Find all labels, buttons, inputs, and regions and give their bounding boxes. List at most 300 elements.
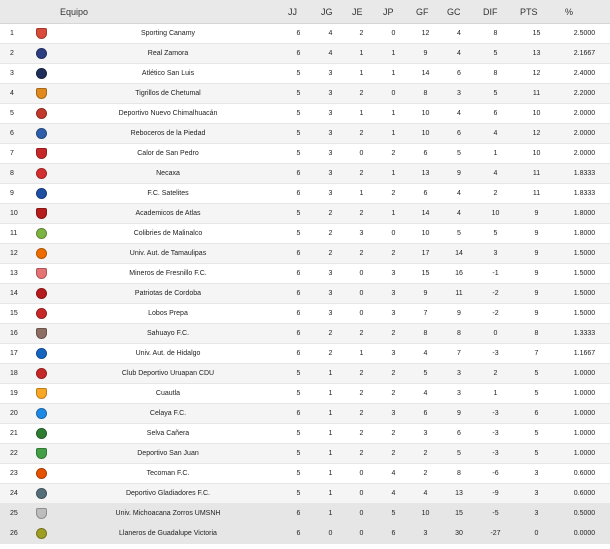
- table-header-row: [0, 0, 610, 24]
- jp-cell: 2: [377, 384, 410, 404]
- gc-cell: 4: [441, 104, 477, 124]
- gf-cell: 14: [410, 204, 441, 224]
- team-name-cell[interactable]: Real Zamora: [54, 44, 282, 64]
- gc-cell: 4: [441, 184, 477, 204]
- jj-cell: 5: [282, 224, 315, 244]
- team-name-cell[interactable]: Univ. Michoacana Zorros UMSNH: [54, 504, 282, 524]
- jp-cell: 1: [377, 204, 410, 224]
- team-name-cell[interactable]: Patriotas de Cordoba: [54, 284, 282, 304]
- pts-cell: 12: [514, 64, 559, 84]
- team-name-cell[interactable]: Univ. Aut. de Hidalgo: [54, 344, 282, 364]
- jg-cell: 1: [315, 484, 346, 504]
- team-logo-cell: [28, 484, 54, 504]
- pts-cell: 9: [514, 204, 559, 224]
- position-cell: 14: [0, 284, 28, 304]
- jg-cell: 3: [315, 124, 346, 144]
- je-cell: 0: [346, 144, 377, 164]
- gc-cell: 30: [441, 524, 477, 544]
- pts-cell: 5: [514, 364, 559, 384]
- pct-cell: 2.0000: [559, 144, 610, 164]
- position-cell: 23: [0, 464, 28, 484]
- jp-cell: 3: [377, 284, 410, 304]
- position-cell: 9: [0, 184, 28, 204]
- gc-cell: 4: [441, 44, 477, 64]
- je-cell: 0: [346, 264, 377, 284]
- dif-cell: 0: [477, 324, 514, 344]
- table-row[interactable]: [0, 64, 610, 84]
- pct-cell: 1.3333: [559, 324, 610, 344]
- je-cell: 0: [346, 304, 377, 324]
- header-jp[interactable]: JP: [377, 0, 410, 24]
- position-cell: 26: [0, 524, 28, 544]
- jg-cell: 3: [315, 264, 346, 284]
- team-name-cell[interactable]: Mineros de Fresnillo F.C.: [54, 264, 282, 284]
- gc-cell: 5: [441, 444, 477, 464]
- jj-cell: 5: [282, 484, 315, 504]
- table-row[interactable]: [0, 444, 610, 464]
- team-logo-cell: [28, 524, 54, 544]
- gc-cell: 6: [441, 64, 477, 84]
- pts-cell: 9: [514, 284, 559, 304]
- dif-cell: 4: [477, 124, 514, 144]
- gc-cell: 16: [441, 264, 477, 284]
- team-logo-cell: [28, 84, 54, 104]
- gf-cell: 3: [410, 524, 441, 544]
- gf-cell: 8: [410, 84, 441, 104]
- gf-cell: 10: [410, 124, 441, 144]
- je-cell: 2: [346, 384, 377, 404]
- pct-cell: 1.5000: [559, 284, 610, 304]
- jg-cell: 4: [315, 44, 346, 64]
- pts-cell: 9: [514, 304, 559, 324]
- team-name-cell[interactable]: Deportivo Gladiadores F.C.: [54, 484, 282, 504]
- dif-cell: -2: [477, 304, 514, 324]
- dif-cell: 3: [477, 244, 514, 264]
- pct-cell: 2.4000: [559, 64, 610, 84]
- team-logo-cell: [28, 204, 54, 224]
- jp-cell: 3: [377, 304, 410, 324]
- tigrillos-chetumal-crest-icon: [36, 88, 47, 99]
- jj-cell: 5: [282, 384, 315, 404]
- jp-cell: 4: [377, 484, 410, 504]
- team-name-cell[interactable]: Tecoman F.C.: [54, 464, 282, 484]
- table-row[interactable]: [0, 84, 610, 104]
- pct-cell: 2.5000: [559, 24, 610, 44]
- jj-cell: 6: [282, 264, 315, 284]
- position-cell: 19: [0, 384, 28, 404]
- jp-cell: 1: [377, 44, 410, 64]
- celaya-fc-crest-icon: [36, 408, 47, 419]
- jp-cell: 3: [377, 264, 410, 284]
- jg-cell: 1: [315, 464, 346, 484]
- team-name-cell[interactable]: Deportivo San Juan: [54, 444, 282, 464]
- je-cell: 0: [346, 524, 377, 544]
- position-cell: 12: [0, 244, 28, 264]
- jj-cell: 6: [282, 284, 315, 304]
- jg-cell: 3: [315, 284, 346, 304]
- position-cell: 4: [0, 84, 28, 104]
- table-row[interactable]: [0, 304, 610, 324]
- univ-aut-tamaulipas-crest-icon: [36, 248, 47, 259]
- jj-cell: 6: [282, 164, 315, 184]
- gf-cell: 9: [410, 44, 441, 64]
- deportivo-gladiadores-crest-icon: [36, 488, 47, 499]
- team-name-cell[interactable]: Univ. Aut. de Tamaulipas: [54, 244, 282, 264]
- jp-cell: 1: [377, 164, 410, 184]
- gf-cell: 9: [410, 284, 441, 304]
- pts-cell: 13: [514, 44, 559, 64]
- jp-cell: 1: [377, 124, 410, 144]
- gf-cell: 2: [410, 464, 441, 484]
- team-name-cell[interactable]: F.C. Satelites: [54, 184, 282, 204]
- jp-cell: 2: [377, 324, 410, 344]
- pct-cell: 0.0000: [559, 524, 610, 544]
- gc-cell: 9: [441, 164, 477, 184]
- dif-cell: 1: [477, 384, 514, 404]
- gc-cell: 6: [441, 124, 477, 144]
- table-row[interactable]: [0, 504, 610, 524]
- je-cell: 0: [346, 504, 377, 524]
- team-name-cell[interactable]: Atlético San Luis: [54, 64, 282, 84]
- dif-cell: -2: [477, 284, 514, 304]
- team-logo-cell: [28, 464, 54, 484]
- jj-cell: 5: [282, 464, 315, 484]
- gc-cell: 9: [441, 304, 477, 324]
- je-cell: 3: [346, 224, 377, 244]
- calor-san-pedro-crest-icon: [36, 148, 47, 159]
- pct-cell: 1.8333: [559, 184, 610, 204]
- dif-cell: 5: [477, 224, 514, 244]
- team-name-cell[interactable]: Cuautla: [54, 384, 282, 404]
- je-cell: 1: [346, 184, 377, 204]
- gf-cell: 3: [410, 424, 441, 444]
- dif-cell: -9: [477, 484, 514, 504]
- jg-cell: 1: [315, 424, 346, 444]
- pct-cell: 1.0000: [559, 424, 610, 444]
- je-cell: 2: [346, 204, 377, 224]
- jj-cell: 6: [282, 24, 315, 44]
- dif-cell: 2: [477, 364, 514, 384]
- pts-cell: 11: [514, 184, 559, 204]
- header-gc[interactable]: GC: [441, 0, 477, 24]
- necaxa-crest-icon: [36, 168, 47, 179]
- gf-cell: 6: [410, 144, 441, 164]
- gf-cell: 2: [410, 444, 441, 464]
- gf-cell: 6: [410, 404, 441, 424]
- team-name-cell[interactable]: Selva Cañera: [54, 424, 282, 444]
- je-cell: 2: [346, 24, 377, 44]
- table-row[interactable]: [0, 524, 610, 544]
- gf-cell: 6: [410, 184, 441, 204]
- table-row[interactable]: [0, 284, 610, 304]
- jg-cell: 3: [315, 164, 346, 184]
- atletico-san-luis-crest-icon: [36, 68, 47, 79]
- position-cell: 1: [0, 24, 28, 44]
- team-name-cell[interactable]: Deportivo Nuevo Chimalhuacán: [54, 104, 282, 124]
- jj-cell: 5: [282, 204, 315, 224]
- position-cell: 7: [0, 144, 28, 164]
- dif-cell: -3: [477, 404, 514, 424]
- table-row[interactable]: [0, 224, 610, 244]
- jp-cell: 2: [377, 444, 410, 464]
- pts-cell: 6: [514, 404, 559, 424]
- position-cell: 21: [0, 424, 28, 444]
- jg-cell: 2: [315, 224, 346, 244]
- pts-cell: 10: [514, 144, 559, 164]
- table-row[interactable]: [0, 484, 610, 504]
- jp-cell: 0: [377, 84, 410, 104]
- jp-cell: 2: [377, 144, 410, 164]
- team-name-cell[interactable]: Club Deportivo Uruapan CDU: [54, 364, 282, 384]
- pts-cell: 5: [514, 424, 559, 444]
- position-cell: 11: [0, 224, 28, 244]
- jj-cell: 5: [282, 144, 315, 164]
- gc-cell: 8: [441, 324, 477, 344]
- pct-cell: 1.5000: [559, 304, 610, 324]
- jp-cell: 3: [377, 404, 410, 424]
- jg-cell: 1: [315, 404, 346, 424]
- pct-cell: 1.5000: [559, 264, 610, 284]
- team-logo-cell: [28, 324, 54, 344]
- table-row[interactable]: [0, 104, 610, 124]
- dif-cell: 1: [477, 144, 514, 164]
- dif-cell: -1: [477, 264, 514, 284]
- pct-cell: 1.5000: [559, 244, 610, 264]
- table-row[interactable]: [0, 344, 610, 364]
- team-logo-cell: [28, 244, 54, 264]
- team-name-cell[interactable]: Sahuayo F.C.: [54, 324, 282, 344]
- jj-cell: 6: [282, 404, 315, 424]
- pts-cell: 0: [514, 524, 559, 544]
- fc-satelites-crest-icon: [36, 188, 47, 199]
- reboceros-piedad-crest-icon: [36, 128, 47, 139]
- jg-cell: 0: [315, 524, 346, 544]
- team-logo-cell: [28, 504, 54, 524]
- jg-cell: 3: [315, 144, 346, 164]
- team-name-cell[interactable]: Sporting Canamy: [54, 24, 282, 44]
- jg-cell: 1: [315, 444, 346, 464]
- mineros-fresnillo-crest-icon: [36, 268, 47, 279]
- dif-cell: 10: [477, 204, 514, 224]
- deportivo-san-juan-crest-icon: [36, 448, 47, 459]
- position-cell: 2: [0, 44, 28, 64]
- gf-cell: 5: [410, 364, 441, 384]
- pct-cell: 1.0000: [559, 384, 610, 404]
- llaneros-guadalupe-victoria-crest-icon: [36, 528, 47, 539]
- jj-cell: 6: [282, 184, 315, 204]
- je-cell: 1: [346, 44, 377, 64]
- position-cell: 13: [0, 264, 28, 284]
- team-logo-cell: [28, 284, 54, 304]
- team-logo-cell: [28, 424, 54, 444]
- header-pct[interactable]: %: [559, 0, 610, 24]
- cd-uruapan-crest-icon: [36, 368, 47, 379]
- pts-cell: 5: [514, 444, 559, 464]
- sahuayo-fc-crest-icon: [36, 328, 47, 339]
- pct-cell: 0.5000: [559, 504, 610, 524]
- header-jg[interactable]: JG: [315, 0, 346, 24]
- table-row[interactable]: [0, 44, 610, 64]
- pts-cell: 11: [514, 164, 559, 184]
- dif-cell: 8: [477, 64, 514, 84]
- pts-cell: 5: [514, 384, 559, 404]
- jp-cell: 2: [377, 184, 410, 204]
- jp-cell: 5: [377, 504, 410, 524]
- position-cell: 5: [0, 104, 28, 124]
- position-cell: 20: [0, 404, 28, 424]
- je-cell: 2: [346, 324, 377, 344]
- pct-cell: 1.0000: [559, 404, 610, 424]
- jj-cell: 6: [282, 344, 315, 364]
- pct-cell: 2.1667: [559, 44, 610, 64]
- jg-cell: 1: [315, 364, 346, 384]
- header-je[interactable]: JE: [346, 0, 377, 24]
- jp-cell: 4: [377, 464, 410, 484]
- gf-cell: 10: [410, 104, 441, 124]
- gf-cell: 15: [410, 264, 441, 284]
- pts-cell: 8: [514, 324, 559, 344]
- je-cell: 2: [346, 364, 377, 384]
- gc-cell: 4: [441, 204, 477, 224]
- jj-cell: 6: [282, 504, 315, 524]
- dif-cell: -3: [477, 444, 514, 464]
- jj-cell: 6: [282, 244, 315, 264]
- header-position: [0, 0, 28, 24]
- table-row[interactable]: [0, 124, 610, 144]
- table-row[interactable]: [0, 264, 610, 284]
- jj-cell: 5: [282, 84, 315, 104]
- pts-cell: 3: [514, 464, 559, 484]
- je-cell: 0: [346, 284, 377, 304]
- jj-cell: 5: [282, 424, 315, 444]
- team-name-cell[interactable]: Tigrillos de Chetumal: [54, 84, 282, 104]
- pct-cell: 0.6000: [559, 464, 610, 484]
- position-cell: 18: [0, 364, 28, 384]
- dif-cell: -3: [477, 424, 514, 444]
- team-logo-cell: [28, 384, 54, 404]
- team-name-cell[interactable]: Reboceros de la Piedad: [54, 124, 282, 144]
- team-logo-cell: [28, 264, 54, 284]
- table-row[interactable]: [0, 144, 610, 164]
- table-row[interactable]: [0, 184, 610, 204]
- jj-cell: 5: [282, 444, 315, 464]
- je-cell: 2: [346, 404, 377, 424]
- academicos-atlas-crest-icon: [36, 208, 47, 219]
- position-cell: 10: [0, 204, 28, 224]
- header-dif[interactable]: DIF: [477, 0, 514, 24]
- jp-cell: 3: [377, 344, 410, 364]
- jp-cell: 2: [377, 424, 410, 444]
- header-gf[interactable]: GF: [410, 0, 441, 24]
- je-cell: 1: [346, 344, 377, 364]
- pts-cell: 12: [514, 124, 559, 144]
- gf-cell: 7: [410, 304, 441, 324]
- team-logo-cell: [28, 104, 54, 124]
- gc-cell: 4: [441, 24, 477, 44]
- team-name-cell[interactable]: Academicos de Atlas: [54, 204, 282, 224]
- je-cell: 2: [346, 164, 377, 184]
- position-cell: 3: [0, 64, 28, 84]
- jg-cell: 1: [315, 504, 346, 524]
- pct-cell: 2.0000: [559, 104, 610, 124]
- gc-cell: 15: [441, 504, 477, 524]
- team-name-cell[interactable]: Celaya F.C.: [54, 404, 282, 424]
- gf-cell: 8: [410, 324, 441, 344]
- gf-cell: 4: [410, 484, 441, 504]
- table-row[interactable]: [0, 204, 610, 224]
- pts-cell: 10: [514, 104, 559, 124]
- table-row[interactable]: [0, 384, 610, 404]
- lobos-prepa-crest-icon: [36, 308, 47, 319]
- table-row[interactable]: [0, 244, 610, 264]
- team-logo-cell: [28, 364, 54, 384]
- team-name-cell[interactable]: Colibries de Malinalco: [54, 224, 282, 244]
- real-zamora-crest-icon: [36, 48, 47, 59]
- standings-body: [0, 24, 610, 544]
- gc-cell: 5: [441, 224, 477, 244]
- position-cell: 22: [0, 444, 28, 464]
- dif-cell: -27: [477, 524, 514, 544]
- team-logo-cell: [28, 404, 54, 424]
- gc-cell: 14: [441, 244, 477, 264]
- table-row[interactable]: [0, 364, 610, 384]
- gf-cell: 10: [410, 504, 441, 524]
- header-team[interactable]: Equipo: [54, 0, 282, 24]
- gc-cell: 8: [441, 464, 477, 484]
- team-name-cell[interactable]: Calor de San Pedro: [54, 144, 282, 164]
- table-row[interactable]: [0, 164, 610, 184]
- tecoman-fc-crest-icon: [36, 468, 47, 479]
- pts-cell: 3: [514, 504, 559, 524]
- table-row[interactable]: [0, 464, 610, 484]
- team-name-cell[interactable]: Llaneros de Guadalupe Victoria: [54, 524, 282, 544]
- je-cell: 2: [346, 424, 377, 444]
- pts-cell: 9: [514, 224, 559, 244]
- position-cell: 17: [0, 344, 28, 364]
- team-name-cell[interactable]: Necaxa: [54, 164, 282, 184]
- team-logo-cell: [28, 304, 54, 324]
- table-row[interactable]: [0, 324, 610, 344]
- table-row[interactable]: [0, 424, 610, 444]
- pts-cell: 9: [514, 264, 559, 284]
- team-logo-cell: [28, 444, 54, 464]
- header-jj[interactable]: JJ: [282, 0, 315, 24]
- team-name-cell[interactable]: Lobos Prepa: [54, 304, 282, 324]
- table-row[interactable]: [0, 404, 610, 424]
- header-pts[interactable]: PTS: [514, 0, 559, 24]
- team-logo-cell: [28, 24, 54, 44]
- sporting-canamy-crest-icon: [36, 28, 47, 39]
- gc-cell: 11: [441, 284, 477, 304]
- jp-cell: 2: [377, 364, 410, 384]
- pct-cell: 1.0000: [559, 364, 610, 384]
- selva-canera-crest-icon: [36, 428, 47, 439]
- team-logo-cell: [28, 344, 54, 364]
- table-row[interactable]: [0, 24, 610, 44]
- team-logo-cell: [28, 164, 54, 184]
- jg-cell: 4: [315, 24, 346, 44]
- jp-cell: 0: [377, 224, 410, 244]
- je-cell: 2: [346, 444, 377, 464]
- jg-cell: 3: [315, 84, 346, 104]
- gc-cell: 3: [441, 84, 477, 104]
- pct-cell: 0.6000: [559, 484, 610, 504]
- dif-cell: 5: [477, 44, 514, 64]
- jj-cell: 6: [282, 304, 315, 324]
- pct-cell: 1.1667: [559, 344, 610, 364]
- gc-cell: 3: [441, 364, 477, 384]
- jp-cell: 1: [377, 104, 410, 124]
